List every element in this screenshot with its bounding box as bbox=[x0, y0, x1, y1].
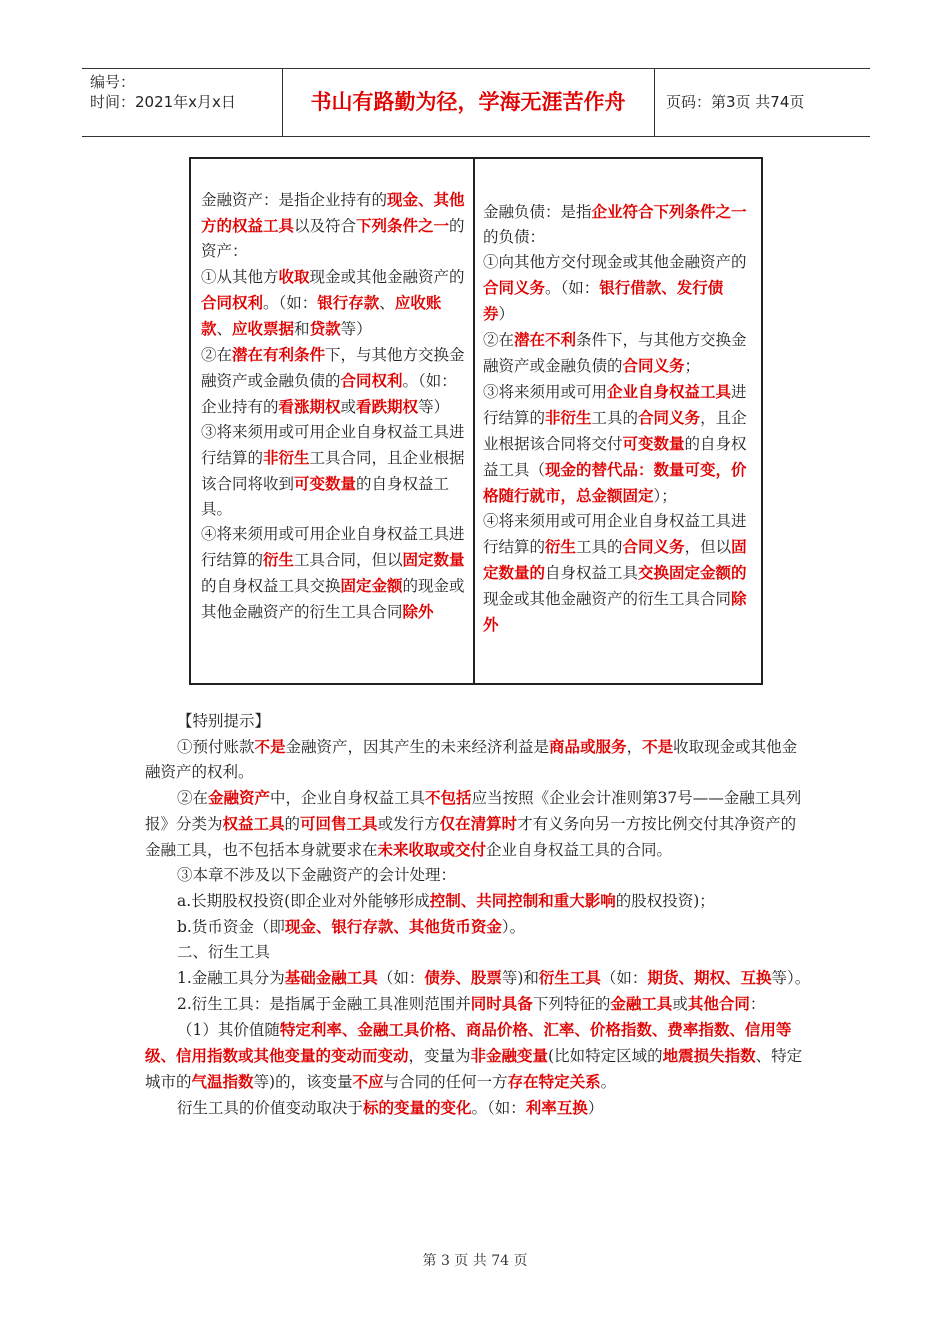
text-run: 收取现金或其他金融资产的权利。 bbox=[145, 738, 798, 781]
highlighted-text: 除外 bbox=[483, 589, 747, 634]
doc-date: 时间：2021年x月x日 bbox=[90, 93, 236, 111]
text-run: 2.衍生工具：是指属于金融工具准则范围并 bbox=[177, 995, 471, 1013]
text-run: 下列特征的 bbox=[532, 995, 611, 1013]
highlighted-text: 存在特定关系 bbox=[507, 1072, 601, 1091]
text-run: 、 bbox=[216, 320, 233, 338]
highlighted-text: 非衍生 bbox=[263, 448, 310, 467]
highlighted-text: 特定利率、金融工具价格、商品价格、汇率、价格指数、费率指数、信用等级、信用指数或其他变量的变动而变动 bbox=[145, 1020, 792, 1065]
text-run: 现金或其他金融资产的衍生工具合同 bbox=[483, 590, 732, 608]
highlighted-text: 合同义务 bbox=[622, 537, 685, 556]
text-run: 金融资产，因其产生的未来经济利益是 bbox=[285, 738, 550, 756]
text-run: 二、衍生工具 bbox=[177, 943, 271, 961]
text-run: 的自身权益工具。 bbox=[201, 475, 450, 518]
paragraph bbox=[145, 940, 811, 965]
text-run: 、 bbox=[379, 294, 395, 312]
text-run: ③将来须用或可用 bbox=[483, 383, 608, 401]
text-run: 中，企业自身权益工具 bbox=[270, 789, 426, 807]
text-run: 1.金融工具分为 bbox=[177, 969, 285, 987]
paragraph bbox=[145, 965, 811, 991]
paragraph bbox=[145, 1095, 811, 1121]
text-run: 。（如： bbox=[545, 279, 600, 297]
text-run: 的负债： bbox=[483, 228, 546, 246]
paragraph bbox=[145, 863, 811, 888]
highlighted-text: 潜在不利 bbox=[514, 330, 577, 349]
highlighted-text: 不应 bbox=[352, 1072, 384, 1091]
text-run: 的股权投资)； bbox=[615, 892, 715, 910]
highlighted-text: 固定数量的 bbox=[483, 537, 747, 582]
highlighted-text: 潜在有利条件 bbox=[232, 345, 326, 364]
text-run: ， bbox=[626, 738, 643, 756]
highlighted-text: 固定数量 bbox=[402, 550, 465, 569]
text-run: ②在 bbox=[177, 789, 209, 807]
text-run: ； bbox=[684, 357, 701, 375]
highlighted-text: 衍生 bbox=[545, 537, 577, 556]
text-run: 的自身权益工具交换 bbox=[201, 577, 341, 595]
page-header bbox=[82, 68, 870, 137]
text-run: ②在 bbox=[483, 331, 515, 349]
text-run: 与合同的任何一方 bbox=[383, 1073, 508, 1091]
highlighted-text: 现金、银行存款、其他货币资金 bbox=[284, 917, 502, 936]
text-run: ，且企业根据该合同将交付 bbox=[483, 409, 747, 453]
text-run: 才有义务向另一方按比例交付其净资产的金融工具，也不包括本身就要求在 bbox=[145, 815, 797, 859]
text-run: 和 bbox=[294, 320, 310, 338]
text-run: 。（如： bbox=[471, 1099, 526, 1117]
header-meta bbox=[82, 69, 282, 136]
highlighted-text: 看跌期权 bbox=[356, 397, 419, 416]
highlighted-text: 合同义务 bbox=[638, 408, 701, 427]
highlighted-text: 利率互换 bbox=[525, 1098, 588, 1117]
text-run: 工具的 bbox=[576, 538, 623, 556]
highlighted-text: 现金的替代品：数量可变，价格随行就市，总金额固定 bbox=[483, 460, 747, 505]
highlighted-text: 不是 bbox=[642, 737, 674, 756]
highlighted-text: 下列条件之一 bbox=[356, 216, 450, 235]
text-run: （如： bbox=[377, 969, 425, 987]
highlighted-text: 金融工具 bbox=[610, 994, 673, 1013]
text-run: 应当按照《企业会计准则第37号——金融工具列报》分类为 bbox=[145, 789, 802, 833]
paragraph bbox=[145, 734, 811, 785]
body-text bbox=[145, 709, 811, 1121]
text-run: 、特定城市的 bbox=[145, 1047, 803, 1091]
text-run: 企业自身权益工具的合同。 bbox=[486, 841, 673, 859]
text-run: 。 bbox=[600, 1073, 617, 1091]
highlighted-text: 基础金融工具 bbox=[284, 968, 378, 987]
highlighted-text: 应收账款 bbox=[201, 293, 442, 338]
text-run: 的 bbox=[284, 815, 301, 833]
text-run: ①从其他方 bbox=[201, 268, 279, 286]
highlighted-text: 银行借款、发行债券 bbox=[483, 278, 724, 323]
highlighted-text: 固定金额 bbox=[340, 576, 403, 595]
paragraph bbox=[145, 914, 811, 940]
highlighted-text: 同时具备 bbox=[470, 994, 533, 1013]
highlighted-text: 仅在清算时 bbox=[439, 814, 518, 833]
text-run: 工具合同，但以 bbox=[294, 551, 403, 569]
highlighted-text: 可回售工具 bbox=[300, 814, 378, 833]
highlighted-text: 合同义务 bbox=[622, 356, 685, 375]
highlighted-text: 商品或服务 bbox=[549, 737, 627, 756]
text-run: 或 bbox=[340, 398, 357, 416]
highlighted-text: 标的变量的变化 bbox=[363, 1098, 472, 1117]
text-run: 工具合同，且企业根据该合同将收到 bbox=[201, 449, 465, 493]
text-run: 等）。 bbox=[771, 969, 811, 987]
text-run: ③将来须用或可用企业自身权益工具进行结算的 bbox=[201, 423, 465, 467]
highlighted-text: 不是 bbox=[254, 737, 286, 756]
highlighted-text: 未来收取或交付 bbox=[377, 840, 487, 859]
highlighted-text: 企业符合下列条件之一 bbox=[591, 202, 747, 221]
highlighted-text: 现金、其他方的权益工具 bbox=[201, 190, 465, 235]
text-run: b.货币资金（即 bbox=[177, 918, 285, 936]
highlighted-text: 贷款 bbox=[309, 319, 341, 338]
highlighted-text: 控制、共同控制和重大影响 bbox=[429, 891, 616, 910]
text-run: 衍生工具的价值变动取决于 bbox=[177, 1099, 364, 1117]
text-run: 。（如： bbox=[263, 294, 318, 312]
highlighted-text: 企业自身权益工具 bbox=[607, 382, 732, 401]
text-run: ①向其他方交付现金或其他金融资产的 bbox=[483, 253, 747, 271]
paragraph bbox=[145, 785, 811, 863]
paragraph bbox=[145, 709, 811, 734]
highlighted-text: 非金融变量 bbox=[470, 1046, 549, 1065]
table-divider bbox=[473, 159, 475, 683]
text-run: (比如特定区域的 bbox=[548, 1047, 663, 1065]
text-run: ④将来须用或可用企业自身权益工具进行结算的 bbox=[201, 525, 465, 569]
paragraph bbox=[145, 888, 811, 914]
text-run: ，但以 bbox=[684, 538, 732, 556]
text-run: ： bbox=[749, 995, 766, 1013]
text-run: （如： bbox=[600, 969, 648, 987]
text-run: 等)的，该变量 bbox=[253, 1073, 353, 1091]
page-footer: 第 3 页 共 74 页 bbox=[422, 1253, 528, 1269]
highlighted-text: 金融资产 bbox=[208, 788, 271, 807]
highlighted-text: 交换固定金额的 bbox=[638, 563, 747, 582]
highlighted-text: 应收票据 bbox=[232, 319, 295, 338]
text-run: ）； bbox=[653, 487, 677, 505]
highlighted-text: 合同义务 bbox=[483, 278, 546, 297]
highlighted-text: 债券、股票 bbox=[424, 968, 502, 987]
text-run: 现金或其他金融资产的 bbox=[309, 268, 465, 286]
highlighted-text: 可变数量 bbox=[622, 434, 685, 453]
highlighted-text: 合同权利 bbox=[340, 371, 403, 390]
highlighted-text: 衍生工具 bbox=[538, 968, 601, 987]
text-run: 的现金或其他金融资产的衍生工具合同 bbox=[201, 577, 465, 621]
highlighted-text: 合同权利 bbox=[201, 293, 264, 312]
text-run: ）。 bbox=[501, 918, 526, 936]
highlighted-text: 期货、期权、互换 bbox=[647, 968, 772, 987]
text-run: 自身权益工具 bbox=[545, 564, 639, 582]
text-run: ，变量为 bbox=[408, 1047, 471, 1065]
text-run: ①预付账款 bbox=[177, 738, 255, 756]
text-run: 下，与其他方交换金融资产或金融负债的 bbox=[201, 346, 465, 390]
text-run: 等)和 bbox=[501, 969, 539, 987]
highlighted-text: 衍生 bbox=[263, 550, 295, 569]
highlighted-text: 收取 bbox=[278, 267, 310, 286]
doc-number: 编号： bbox=[90, 73, 136, 91]
header-motto: 书山有路勤为径，学海无涯苦作舟 bbox=[310, 90, 626, 114]
highlighted-text: 气温指数 bbox=[191, 1072, 254, 1091]
text-run: ②在 bbox=[201, 346, 233, 364]
highlighted-text: 除外 bbox=[402, 602, 434, 621]
text-run: 等） bbox=[418, 398, 450, 416]
text-run: 或 bbox=[672, 995, 688, 1013]
paragraph bbox=[145, 1017, 811, 1095]
text-run: 工具的 bbox=[591, 409, 639, 427]
text-run: 进行结算的 bbox=[483, 383, 747, 427]
highlighted-text: 其他合同 bbox=[687, 994, 750, 1013]
text-run: a.长期股权投资(即企业对外能够形成 bbox=[177, 892, 430, 910]
text-run: 等） bbox=[340, 320, 372, 338]
highlighted-text: 看涨期权 bbox=[278, 397, 341, 416]
text-run: 的自身权益工具（ bbox=[483, 435, 747, 479]
text-run: ④将来须用或可用企业自身权益工具进行结算的 bbox=[483, 512, 747, 556]
highlighted-text: 地震损失指数 bbox=[662, 1046, 756, 1065]
highlighted-text: 银行存款 bbox=[317, 293, 380, 312]
text-run: 条件下，与其他方交换金融资产或金融负债的 bbox=[483, 331, 747, 375]
text-run: 金融负债：是指 bbox=[483, 203, 592, 221]
text-run: ） bbox=[587, 1099, 604, 1117]
text-run: 金融资产：是指企业持有的 bbox=[201, 191, 388, 209]
text-run: 。（如：企业持有的 bbox=[201, 372, 457, 416]
text-run: ） bbox=[498, 305, 515, 323]
financial-assets-cell bbox=[201, 187, 467, 625]
header-divider bbox=[654, 69, 655, 136]
highlighted-text: 非衍生 bbox=[545, 408, 592, 427]
comparison-table bbox=[189, 157, 763, 685]
text-run: （1）其价值随 bbox=[177, 1021, 280, 1039]
text-run: ③本章不涉及以下金融资产的会计处理： bbox=[177, 866, 457, 884]
text-run: 【特别提示】 bbox=[177, 712, 271, 730]
text-run: 或发行方 bbox=[377, 815, 440, 833]
highlighted-text: 权益工具 bbox=[222, 814, 285, 833]
highlighted-text: 可变数量 bbox=[294, 474, 357, 493]
paragraph bbox=[145, 991, 811, 1017]
text-run: 的资产： bbox=[201, 217, 465, 260]
text-run: 以及符合 bbox=[294, 217, 357, 235]
highlighted-text: 不包括 bbox=[425, 788, 472, 807]
financial-liabilities-cell bbox=[483, 199, 751, 638]
header-page-info: 页码：第3页 共74页 bbox=[666, 93, 805, 111]
